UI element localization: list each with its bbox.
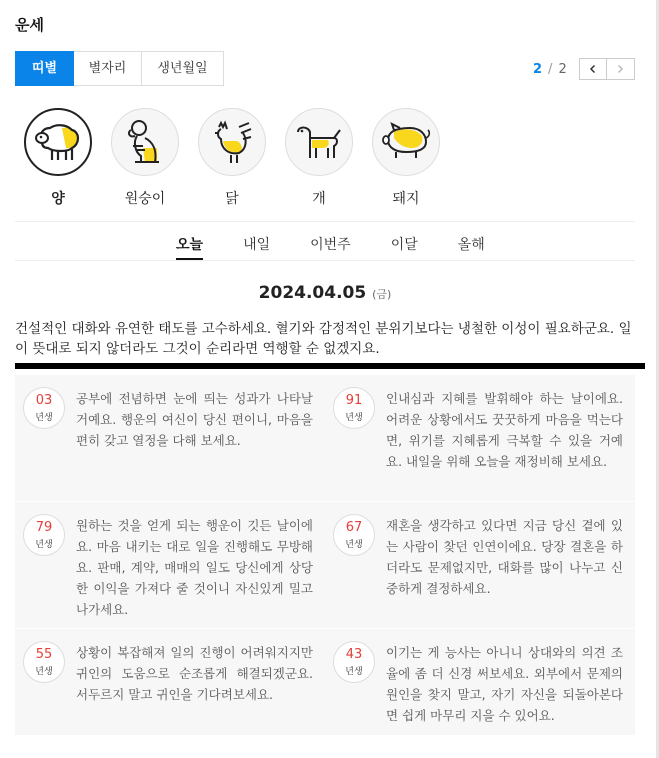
birth-year: 03 [35, 393, 53, 408]
birth-year: 55 [35, 647, 53, 662]
next-page-button[interactable] [607, 58, 635, 80]
birth-year: 67 [345, 520, 363, 535]
tab-birthdate[interactable]: 생년월일 [142, 51, 224, 86]
fortune-summary: 건설적인 대화와 유연한 태도를 고수하세요. 혈기와 감정적인 분위기보다는 냉철한 이성이 필요하군요. 일이 뜻대로 되지 않더라도 그것이 순리라면 역행할 순 없겠지요. [15, 321, 632, 357]
animal-name: 돼지 [392, 191, 420, 207]
prev-page-button[interactable] [579, 58, 607, 80]
zodiac-animal-list [24, 108, 459, 208]
tab-constellation[interactable]: 별자리 [74, 51, 142, 86]
year-badge [333, 641, 375, 683]
year-fortune-text: 원하는 것을 얻게 되는 행운이 깃든 날이에요. 마음 내키는 대로 일을 진행해도 무방해요. 판매, 계약, 매매의 일도 당신에게 상당한 이익을 가져다 줄 것이니 자신있게 밀고 나가세요. [76, 518, 313, 617]
animal-dog[interactable] [285, 108, 353, 208]
year-fortune-card [15, 375, 325, 501]
year-badge [23, 641, 65, 683]
year-badge [333, 387, 375, 429]
year-suffix: 년생 [35, 667, 53, 677]
sheep-icon [32, 120, 84, 164]
tab-zodiac-animal[interactable]: 띠별 [15, 51, 74, 86]
date-weekday: (금) [372, 288, 392, 301]
chevron-right-icon [615, 64, 625, 74]
tab-today[interactable]: 오늘 [176, 234, 203, 260]
monkey-icon [123, 118, 167, 166]
rooster-icon [209, 119, 255, 165]
year-badge [333, 514, 375, 556]
animal-name: 원숭이 [124, 191, 166, 207]
year-suffix: 년생 [35, 540, 53, 550]
animal-icon-circle [285, 108, 353, 176]
year-fortune-card [325, 629, 635, 735]
pig-icon [380, 122, 432, 162]
tab-this-week[interactable]: 이번주 [310, 237, 351, 253]
birth-year: 79 [35, 520, 53, 535]
year-badge [23, 387, 65, 429]
fortune-date [0, 283, 650, 303]
tab-this-year[interactable]: 올해 [457, 237, 485, 253]
year-suffix: 년생 [345, 667, 363, 677]
pagination [533, 58, 635, 80]
year-fortune-card [325, 375, 635, 501]
year-fortune-card [15, 629, 325, 735]
animal-icon-circle [372, 108, 440, 176]
fortune-type-tabs [15, 51, 224, 86]
page-total: 2 [558, 61, 567, 77]
year-suffix: 년생 [345, 540, 363, 550]
year-fortune-text: 인내심과 지혜를 발휘해야 하는 날이에요. 어려운 상황에서도 꿋꿋하게 마음을 먹는다면, 위기를 지혜롭게 극복할 수 있을 거예요. 내일을 위해 오늘을 재정비해 보세요. [386, 391, 623, 469]
year-fortune-text: 재혼을 생각하고 있다면 지금 당신 곁에 있는 사람이 찾던 인연이에요. 당장 결혼을 하더라도 문제없지만, 대화를 많이 나누고 신중하게 결정하세요. [386, 518, 623, 596]
period-tabs [176, 234, 525, 260]
tab-this-month[interactable]: 이달 [390, 237, 418, 253]
birth-year: 43 [345, 647, 363, 662]
year-fortune-card [15, 502, 325, 628]
animal-sheep[interactable] [24, 108, 92, 208]
divider [15, 260, 635, 261]
animal-pig[interactable] [372, 108, 440, 208]
page-separator: / [548, 61, 553, 77]
animal-name: 닭 [225, 191, 239, 207]
chevron-left-icon [588, 64, 598, 74]
year-suffix: 년생 [345, 413, 363, 423]
animal-name: 양 [51, 191, 65, 207]
animal-icon-circle [198, 108, 266, 176]
section-title: 운세 [15, 16, 44, 34]
divider [15, 221, 635, 222]
year-fortune-text: 이기는 게 능사는 아니니 상대와의 의견 조율에 좀 더 신경 써보세요. 외부에서 문제의 원인을 찾지 말고, 자기 자신을 되돌아본다면 쉽게 마무리 지을 수 있어요. [386, 645, 623, 723]
year-badge [23, 514, 65, 556]
date-value: 2024.04.05 [258, 283, 367, 303]
animal-name: 개 [312, 191, 326, 207]
animal-icon-circle [111, 108, 179, 176]
divider-bar [15, 363, 645, 369]
page-current: 2 [533, 61, 543, 77]
year-suffix: 년생 [35, 413, 53, 423]
tab-tomorrow[interactable]: 내일 [243, 237, 271, 253]
year-fortune-text: 상황이 복잡해져 일의 진행이 어려워지지만 귀인의 도움으로 순조롭게 해결되겠군요. 서두르지 말고 귀인을 기다려보세요. [76, 645, 313, 702]
dog-icon [294, 122, 344, 162]
year-fortune-card [325, 502, 635, 628]
animal-monkey[interactable] [111, 108, 179, 208]
birth-year: 91 [345, 393, 363, 408]
year-fortune-text: 공부에 전념하면 눈에 띄는 성과가 나타날 거예요. 행운의 여신이 당신 편이니, 마음을 편히 갖고 열정을 다해 보세요. [76, 391, 313, 448]
animal-rooster[interactable] [198, 108, 266, 208]
animal-icon-circle [24, 108, 92, 176]
